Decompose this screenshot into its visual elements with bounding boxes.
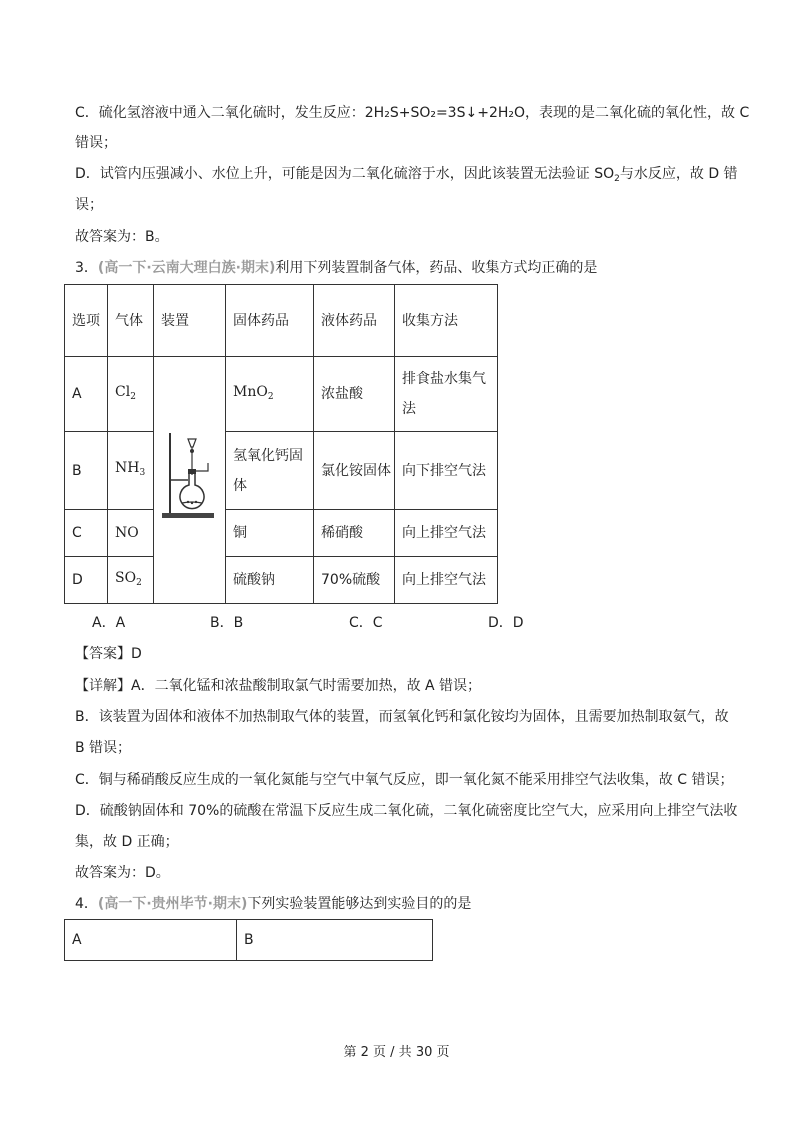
row-d-solid: 硫酸钠 xyxy=(226,557,314,604)
q3-detail-1: 【详解】A．二氧化锰和浓盐酸制取氯气时需要加热，故 A 错误； xyxy=(75,678,482,694)
row-b-option: B xyxy=(65,432,108,510)
header-solid: 固体药品 xyxy=(226,285,314,357)
q3-detail-4: C．铜与稀硝酸反应生成的一氧化氮能与空气中氧气反应，即一氧化氮不能采用排空气法收集，故 C 错误； xyxy=(75,772,734,788)
q3-detail-3: B 错误； xyxy=(75,740,132,756)
row-c-option: C xyxy=(65,510,108,557)
row-a-liquid: 浓盐酸 xyxy=(314,357,395,432)
choice-c[interactable]: C．C xyxy=(349,615,383,631)
q3-options-table xyxy=(64,284,498,604)
q4-title xyxy=(75,894,471,914)
row-c-solid: 铜 xyxy=(226,510,314,557)
prev-answer: 故答案为：B。 xyxy=(75,229,169,245)
prev-c-line1: C．硫化氢溶液中通入二氧化硫时，发生反应：2H₂S+SO₂=3S↓+2H₂O，表现的是二氧化硫的氧化性，故 C xyxy=(75,105,750,121)
row-d-liquid: 70%硫酸 xyxy=(314,557,395,604)
apparatus-image xyxy=(154,357,226,604)
q3-detail-7: 故答案为：D。 xyxy=(75,865,170,881)
row-d-collect: 向上排空气法 xyxy=(395,557,498,604)
row-b-gas: $NH_3$ xyxy=(108,432,154,510)
row-c-gas: NO xyxy=(108,510,154,557)
prev-c-line2: 错误； xyxy=(75,135,117,151)
q4-source: (高一下·贵州毕节·期末) xyxy=(97,896,248,912)
q4-header-a: A xyxy=(65,920,237,961)
q4-table xyxy=(64,919,433,961)
choice-d[interactable]: D．D xyxy=(488,615,524,631)
header-gas: 气体 xyxy=(108,285,154,357)
row-a-solid: MnO$_2$ xyxy=(226,357,314,432)
header-collect: 收集方法 xyxy=(395,285,498,357)
flask-apparatus-icon xyxy=(158,425,222,525)
choice-a[interactable]: A．A xyxy=(92,615,126,631)
q3-number: 3． xyxy=(75,260,98,276)
q4-number: 4． xyxy=(75,896,98,912)
row-c-liquid: 稀硝酸 xyxy=(314,510,395,557)
q3-answer: 【答案】D xyxy=(75,646,142,662)
row-a-gas: $Cl_2$ xyxy=(108,357,154,432)
q3-title xyxy=(75,258,597,278)
q3-detail-6: 集，故 D 正确； xyxy=(75,834,179,850)
header-option: 选项 xyxy=(65,285,108,357)
row-d-option: D xyxy=(65,557,108,604)
q3-detail-5: D．硫酸钠固体和 70%的硫酸在常温下反应生成二氧化硫，二氧化硫密度比空气大，应采用向上排空气法收 xyxy=(75,803,738,819)
prev-d-line2: 误； xyxy=(75,197,103,213)
prev-d-line1: D．试管内压强减小、水位上升，可能是因为二氧化硫溶于水，因此该装置无法验证 $SO_2$与水反应，故 D 错 xyxy=(75,166,738,184)
q4-header-b: B xyxy=(237,920,433,961)
q3-source: (高一下·云南大理白族·期末) xyxy=(97,260,276,276)
q4-stem: 下列实验装置能够达到实验目的的是 xyxy=(247,896,472,912)
page-footer: 第 2 页 / 共 30 页 xyxy=(343,1045,450,1060)
row-a-collect: 排食盐水集气法 xyxy=(395,357,498,432)
q3-stem: 利用下列装置制备气体，药品、收集方式均正确的是 xyxy=(275,260,598,276)
row-d-gas: $SO_2$ xyxy=(108,557,154,604)
row-a-option: A xyxy=(65,357,108,432)
row-b-solid: 氢氧化钙固体 xyxy=(226,432,314,510)
header-liquid: 液体药品 xyxy=(314,285,395,357)
q3-detail-2: B．该装置为固体和液体不加热制取气体的装置，而氢氧化钙和氯化铵均为固体，且需要加热制取氨气，故 xyxy=(75,709,729,725)
header-apparatus: 装置 xyxy=(154,285,226,357)
row-b-collect: 向下排空气法 xyxy=(395,432,498,510)
choice-b[interactable]: B．B xyxy=(210,615,244,631)
row-c-collect: 向上排空气法 xyxy=(395,510,498,557)
row-b-liquid: 氯化铵固体 xyxy=(314,432,395,510)
